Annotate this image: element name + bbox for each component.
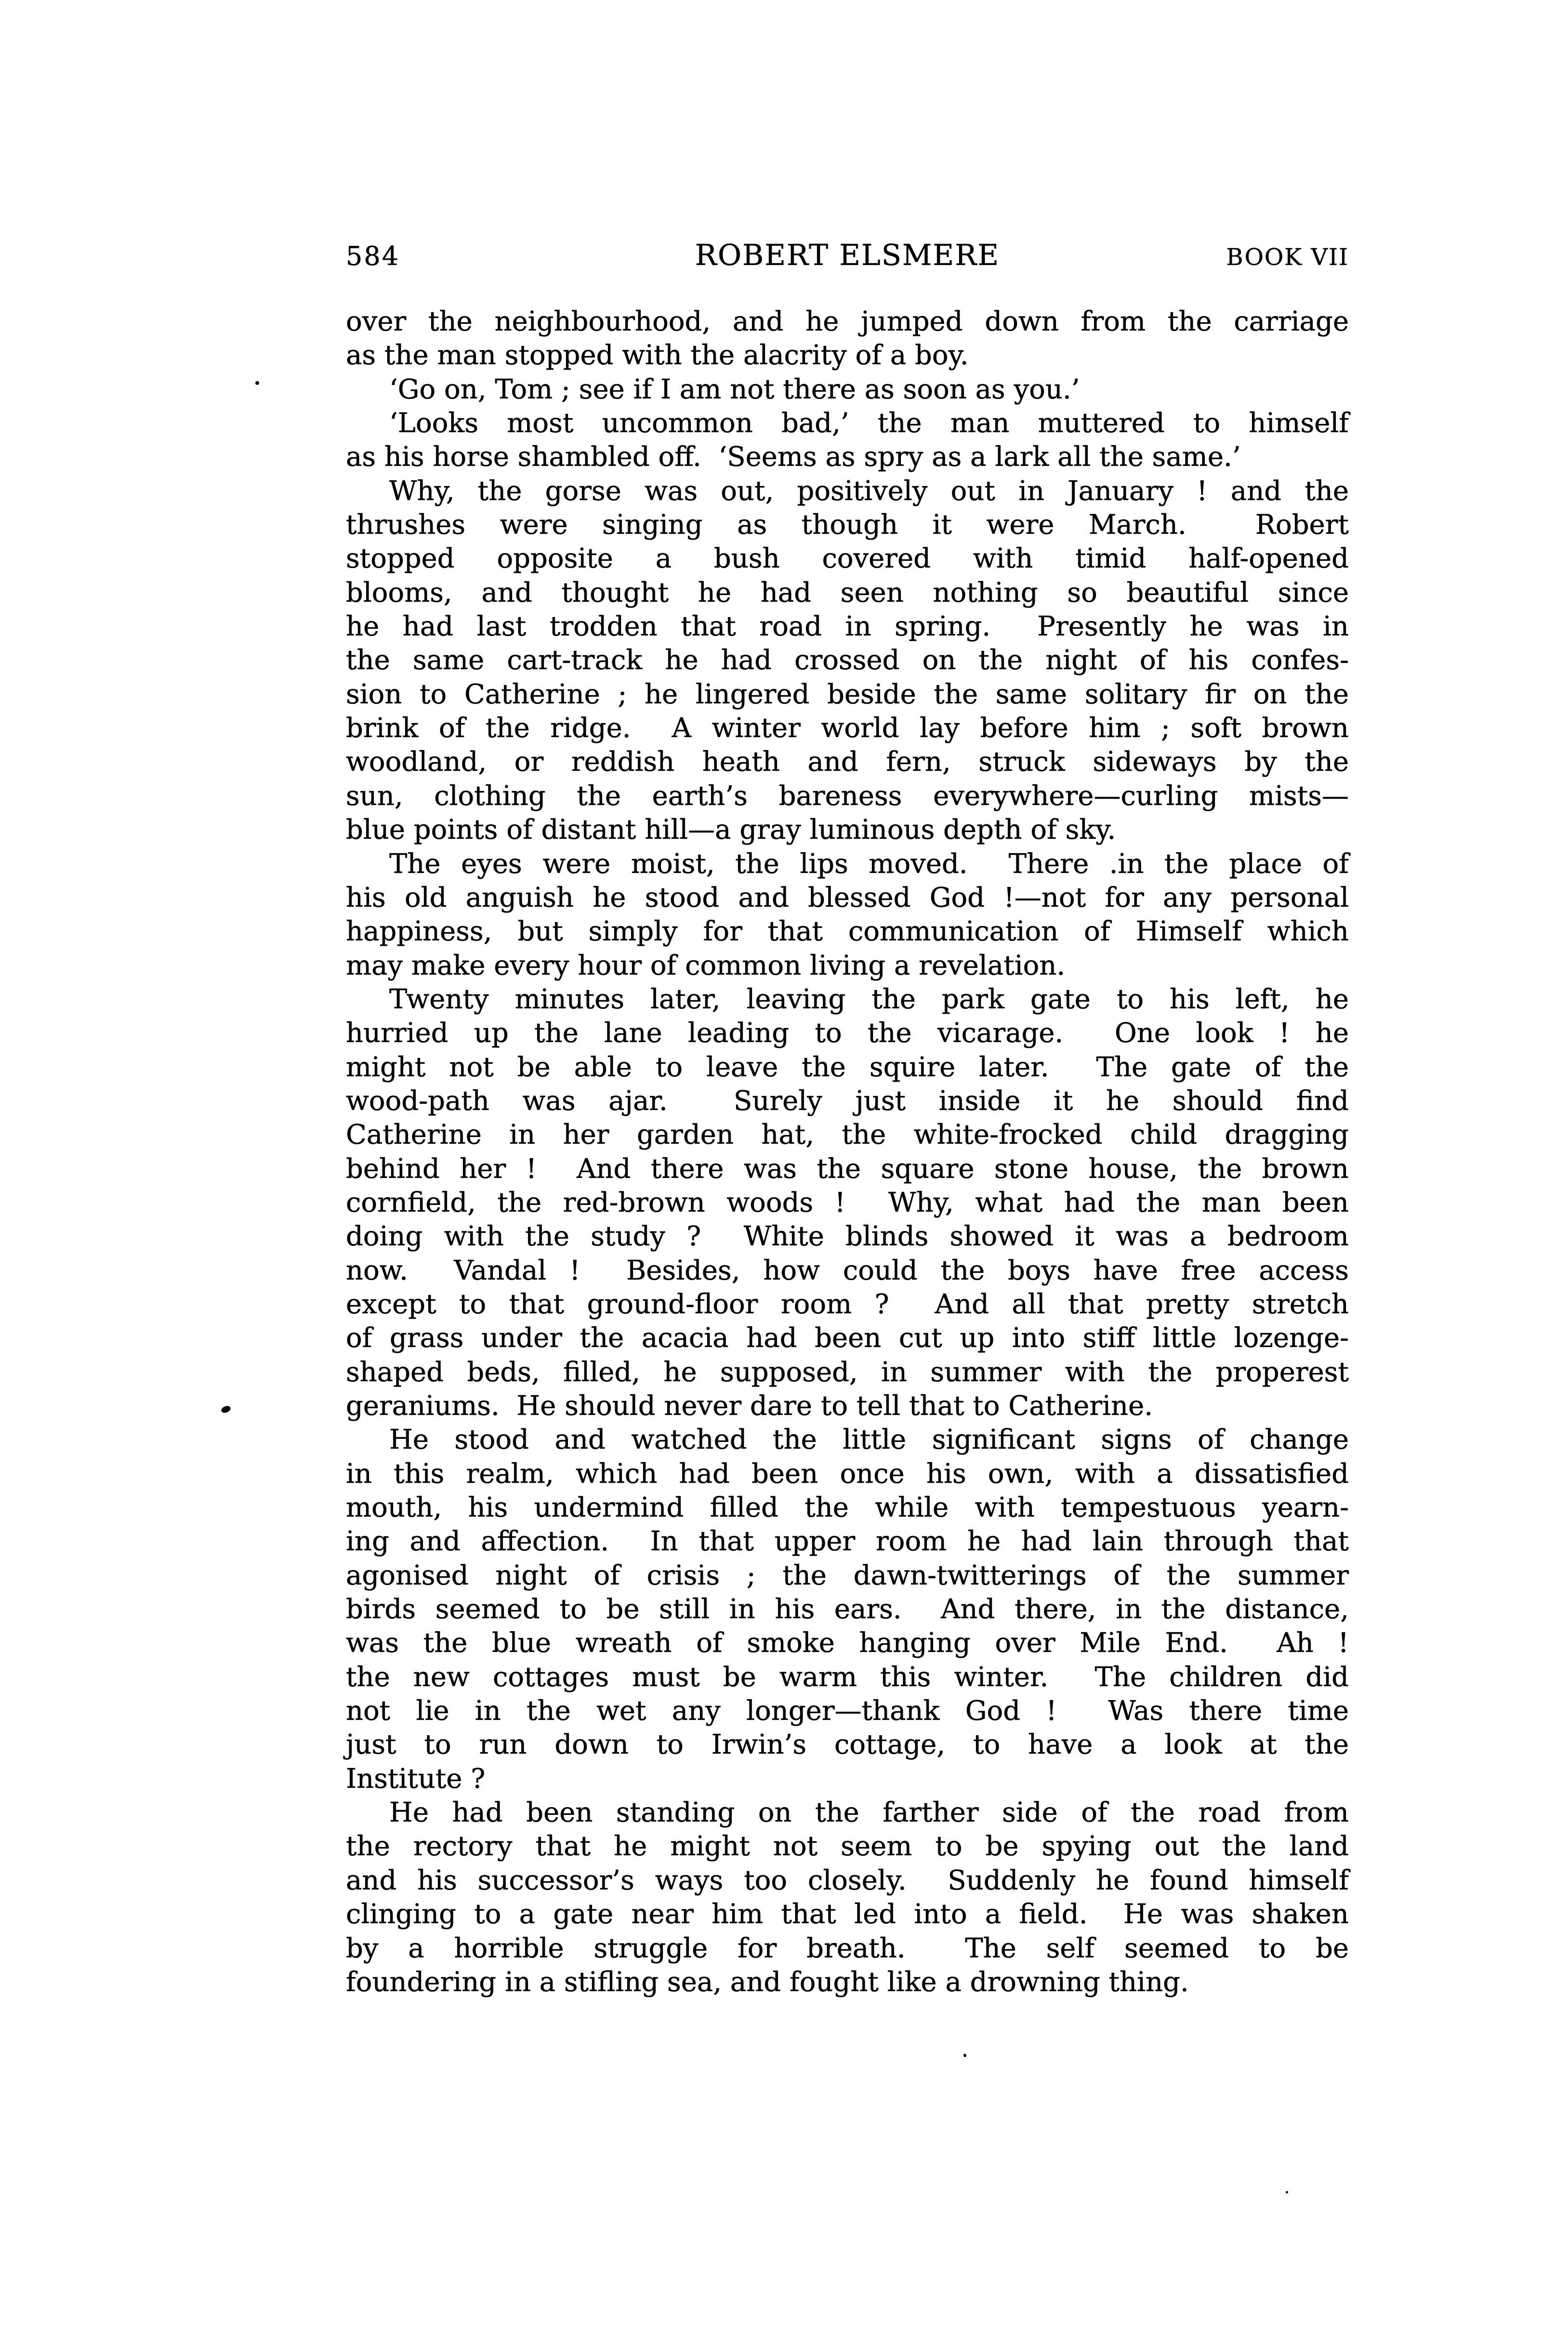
text-line: as the man stopped with the alacrity of a boy. <box>346 340 969 371</box>
text-line: he had last trodden that road in spring. Presently he was in <box>346 611 1349 643</box>
text-line: sun, clothing the earth’s bareness everywhere—curling mists— <box>346 780 1349 812</box>
paragraph <box>346 847 1349 983</box>
text-line: the same cart-track he had crossed on the night of his confes- <box>346 645 1349 676</box>
text-line: the new cottages must be warm this winter. The children did <box>346 1661 1349 1693</box>
paragraph <box>346 1796 1349 1999</box>
text-body <box>346 305 1349 1999</box>
text-line: agonised night of crisis ; the dawn-twitterings of the summer <box>346 1559 1349 1591</box>
text-line: not lie in the wet any longer—thank God ! Was there time <box>346 1695 1349 1727</box>
ink-speck <box>963 2054 966 2057</box>
text-line: his old anguish he stood and blessed God !—not for any personal <box>346 882 1349 913</box>
text-line: just to run down to Irwin’s cottage, to have a look at the <box>346 1729 1349 1761</box>
paragraph <box>346 1423 1349 1796</box>
paragraph <box>346 983 1349 1423</box>
text-line: over the neighbourhood, and he jumped down from the carriage <box>346 306 1349 337</box>
book-label: BOOK VII <box>1226 244 1349 271</box>
text-line: cornfield, the red-brown woods ! Why, what had the man been <box>346 1187 1349 1218</box>
text-line: behind her ! And there was the square stone house, the brown <box>346 1153 1349 1185</box>
text-line: clinging to a gate near him that led into a field. He was shaken <box>346 1899 1349 1930</box>
page-header <box>346 238 1349 279</box>
text-line: ‘Looks most uncommon bad,’ the man muttered to himself <box>389 408 1349 439</box>
text-line: by a horrible struggle for breath. The self seemed to be <box>346 1932 1349 1964</box>
text-line: mouth, his undermind filled the while with tempestuous yearn- <box>346 1492 1349 1524</box>
text-line: geraniums. He should never dare to tell that to Catherine. <box>346 1390 1153 1422</box>
text-line: ing and affection. In that upper room he had lain through that <box>346 1526 1349 1558</box>
paragraph <box>346 407 1349 475</box>
text-line: and his successor’s ways too closely. Suddenly he found himself <box>346 1864 1349 1896</box>
text-line: Catherine in her garden hat, the white-frocked child dragging <box>346 1119 1349 1151</box>
text-line: woodland, or reddish heath and fern, struck sideways by the <box>346 746 1349 778</box>
text-line: blooms, and thought he had seen nothing so beautiful since <box>346 577 1349 608</box>
text-line: He had been standing on the farther side of the road from <box>389 1797 1349 1829</box>
text-line: the rectory that he might not seem to be spying out the land <box>346 1831 1349 1862</box>
text-line: was the blue wreath of smoke hanging over Mile End. Ah ! <box>346 1627 1349 1659</box>
paragraph <box>346 305 1349 373</box>
text-line: Institute ? <box>346 1763 486 1795</box>
ink-speck <box>220 1405 231 1414</box>
text-line: foundering in a stifling sea, and fought like a drowning thing. <box>346 1966 1189 1998</box>
text-line: Twenty minutes later, leaving the park gate to his left, he <box>389 983 1349 1015</box>
text-line: of grass under the acacia had been cut up into stiff little lozenge- <box>346 1322 1349 1354</box>
running-title: ROBERT ELSMERE <box>695 238 1000 272</box>
text-line: wood-path was ajar. Surely just inside it he should find <box>346 1085 1349 1117</box>
text-line: except to that ground-floor room ? And all that pretty stretch <box>346 1288 1349 1320</box>
text-line: hurried up the lane leading to the vicarage. One look ! he <box>346 1017 1349 1049</box>
text-line: shaped beds, filled, he supposed, in summer with the properest <box>346 1356 1349 1388</box>
ink-speck <box>1286 2191 1288 2193</box>
text-line: He stood and watched the little significant signs of change <box>389 1424 1349 1456</box>
ink-speck <box>255 381 259 385</box>
text-line: The eyes were moist, the lips moved. There .in the place of <box>389 848 1349 880</box>
text-line: now. Vandal ! Besides, how could the boys have free access <box>346 1254 1349 1286</box>
text-line: might not be able to leave the squire later. The gate of the <box>346 1051 1349 1083</box>
text-line: stopped opposite a bush covered with timid half-opened <box>346 543 1349 575</box>
text-line: sion to Catherine ; he lingered beside the same solitary fir on the <box>346 678 1349 710</box>
text-line: brink of the ridge. A winter world lay before him ; soft brown <box>346 713 1349 744</box>
text-line: birds seemed to be still in his ears. And there, in the distance, <box>346 1594 1349 1625</box>
text-line: may make every hour of common living a revelation. <box>346 950 1066 981</box>
text-line: thrushes were singing as though it were March. Robert <box>346 509 1349 541</box>
text-line: doing with the study ? White blinds showed it was a bedroom <box>346 1221 1349 1253</box>
text-line: happiness, but simply for that communication of Himself which <box>346 916 1349 948</box>
paragraph <box>346 373 1349 407</box>
text-line: in this realm, which had been once his own, with a dissatisfied <box>346 1458 1349 1490</box>
text-line: ‘Go on, Tom ; see if I am not there as soon as you.’ <box>389 373 1080 405</box>
text-line: as his horse shambled off. ‘Seems as spry as a lark all the same.’ <box>346 441 1241 473</box>
paragraph <box>346 475 1349 847</box>
text-line: Why, the gorse was out, positively out in January ! and the <box>389 475 1349 507</box>
text-line: blue points of distant hill—a gray luminous depth of sky. <box>346 814 1116 846</box>
page-number: 584 <box>346 241 400 271</box>
